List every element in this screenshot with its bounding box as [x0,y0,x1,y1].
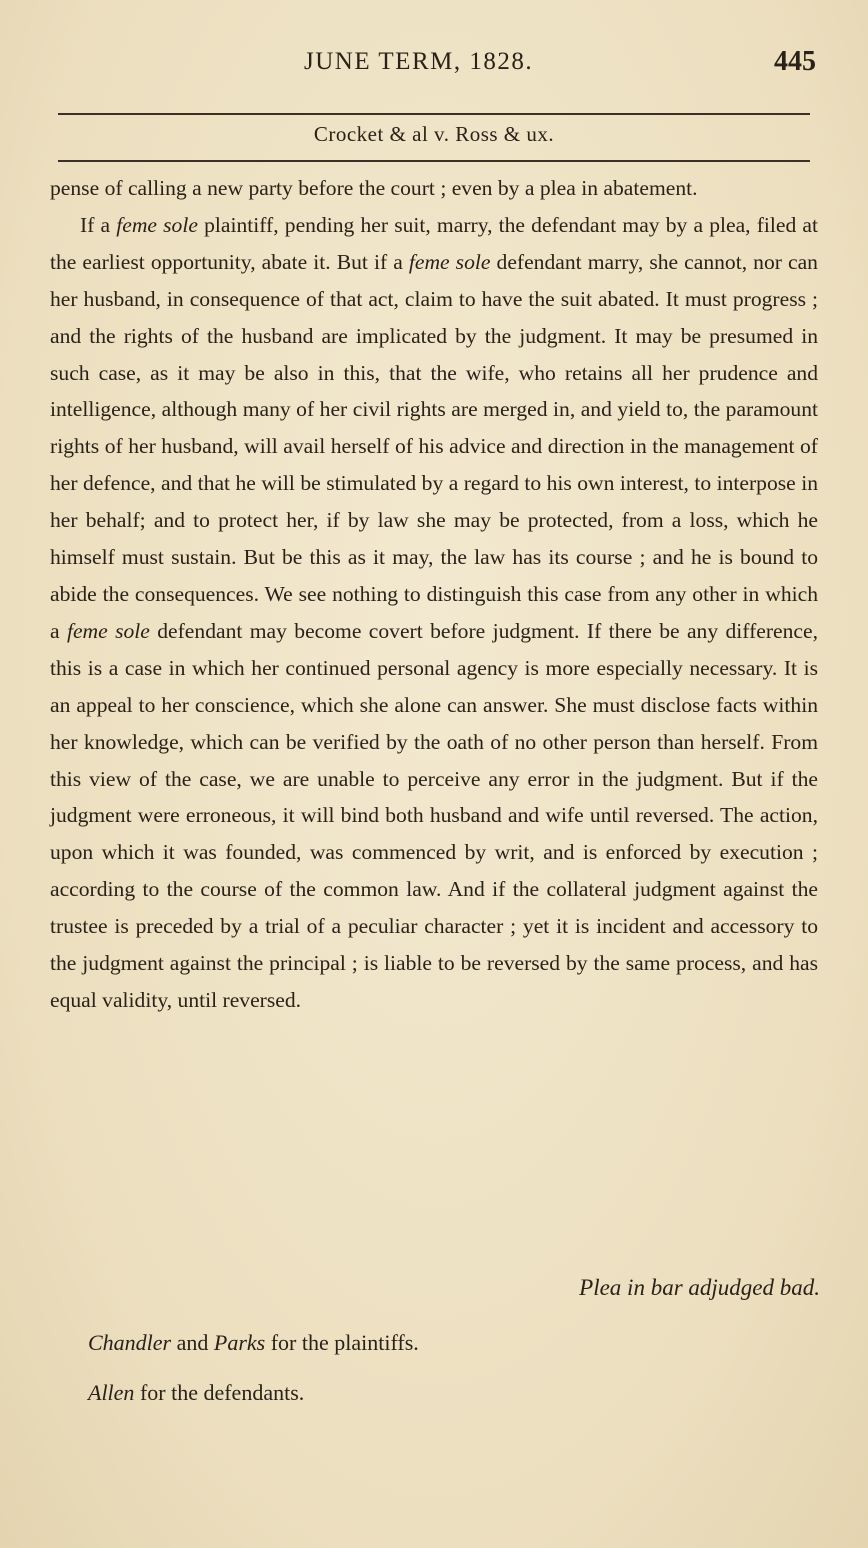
italic-term: feme sole [116,212,198,237]
counsel-name: Allen [88,1380,135,1405]
counsel-text: for the defendants. [134,1380,305,1405]
term-heading: JUNE TERM, 1828. [304,48,534,75]
paragraph-1: pense of calling a new party before the court ; even by a plea in abatement. [50,176,698,200]
header-rule-top [58,113,810,115]
italic-term: feme sole [408,249,491,274]
header-rule-bottom [58,160,810,162]
counsel-defendants [88,1380,304,1406]
text-run: defendant marry, she cannot, nor can her husband, in consequence of that act, claim to have the suit abated. It must progress ; and the rights of the husband are implicated by the judgment. It may be presumed in such case, as it may be also in this, that the wife, who retains all her prudence and intelligence, although many of her civil rights are merged in, and yield to, the paramount rights of her husband, will avail herself of his advice and direction in the management of her defence, and that he will be stimulated by a regard to his own interest, to interpose in her behalf; and to protect her, if by law she may be protected, from a loss, which he himself must sustain. But be this as it may, the law has its course ; and he is bound to abide the consequences. We see nothing to distinguish this case from any other in which a [50,249,818,643]
counsel-name: Parks [213,1330,266,1355]
case-title: Crocket & al v. Ross & ux. [313,122,555,146]
counsel-name: Chandler [88,1330,172,1355]
counsel-text: for the plaintiffs. [265,1330,419,1355]
text-run: defendant may become covert before judgment. If there be any difference, this is a case in which her continued personal agency is more especially necessary. It is an appeal to her conscience, which she alone can answer. She must disclose facts within her knowledge, which can be verified by the oath of no other person than herself. From this view of the case, we are unable to perceive any error in the judgment. But if the judgment were erroneous, it will bind both husband and wife until reversed. The action, upon which it was founded, was commenced by writ, and is enforced by execution ; according to the course of the common law. And if the collateral judgment against the trustee is preceded by a trial of a peculiar character ; yet it is incident and accessory to the judgment against the principal ; is liable to be reversed by the same process, and has equal validity, until reversed. [50,618,818,1012]
holding: Plea in bar adjudged bad. [579,1275,820,1300]
text-run: If a [80,212,117,237]
counsel-text: and [171,1330,214,1355]
page-number: 445 [774,46,816,77]
running-head [52,46,818,86]
opinion-text [50,170,818,1019]
paragraph-2 [50,207,818,1019]
italic-term: feme sole [66,618,150,643]
text-run: plaintiff, pending her suit, marry, the defendant may by a plea, filed at the earliest opportunity, abate it. But if a [50,212,818,274]
counsel-plaintiffs [88,1330,419,1356]
